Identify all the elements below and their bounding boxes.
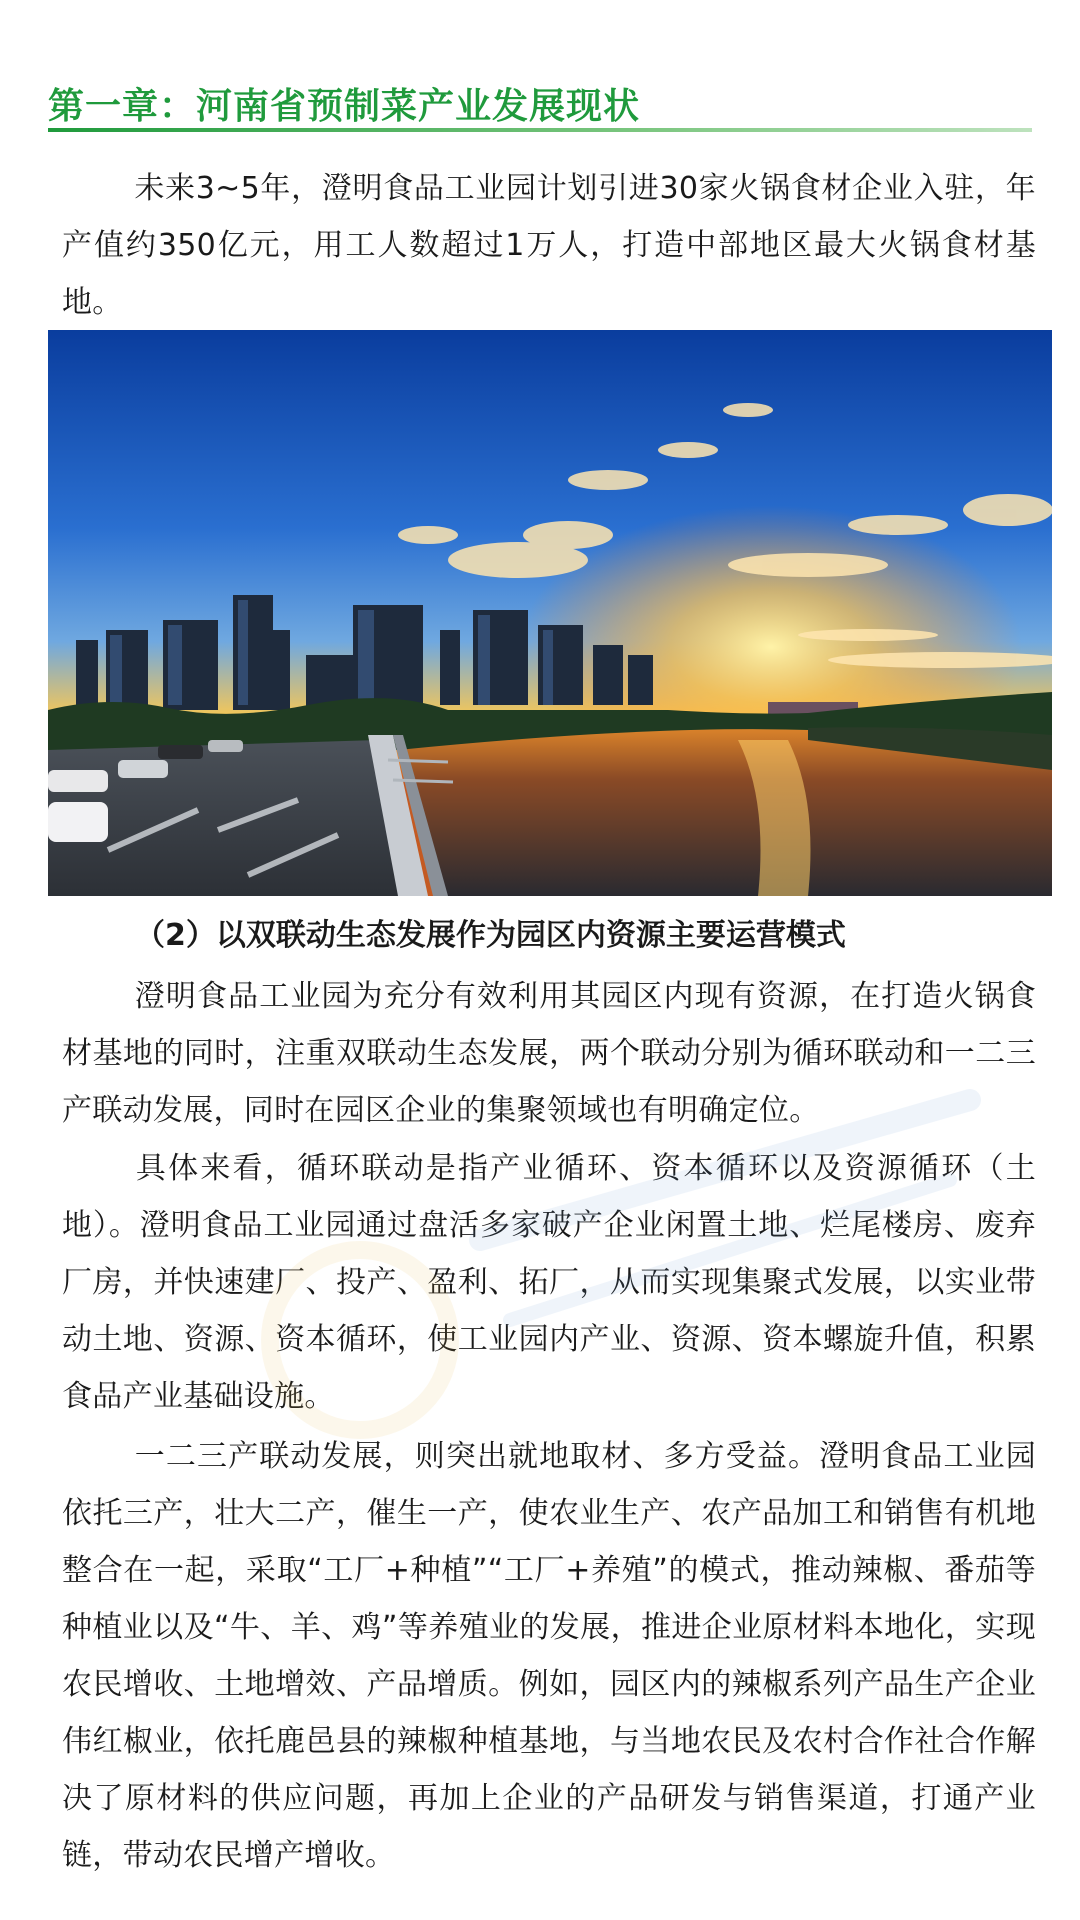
title-divider <box>48 128 1032 132</box>
paragraph-1-text: 未来3~5年，澄明食品工业园计划引进30家火锅食材企业入驻，年产值约350亿元，用工人数超过1万人，打造中部地区最大火锅食材基地。 <box>62 171 1036 320</box>
paragraph-2 <box>62 968 1036 1139</box>
paragraph-3-text: 具体来看，循环联动是指产业循环、资本循环以及资源循环（土地）。澄明食品工业园通过盘活多家破产企业闲置土地、烂尾楼房、废弃厂房，并快速建厂、投产、盈利、拓厂，从而实现集聚式发展，以实业带动土地、资源、资本循环，使工业园内产业、资源、资本螺旋升值，积累食品产业基础设施。 <box>62 1151 1036 1414</box>
city-river-sunset-photo <box>48 330 1052 896</box>
chapter-title: 第一章：河南省预制菜产业发展现状 <box>48 86 641 127</box>
section-subheading: （2）以双联动生态发展作为园区内资源主要运营模式 <box>135 918 846 953</box>
paragraph-4 <box>62 1428 1036 1884</box>
paragraph-1 <box>62 160 1036 331</box>
paragraph-3 <box>62 1140 1036 1425</box>
paragraph-2-text: 澄明食品工业园为充分有效利用其园区内现有资源，在打造火锅食材基地的同时，注重双联动生态发展，两个联动分别为循环联动和一二三产联动发展，同时在园区企业的集聚领域也有明确定位。 <box>62 979 1036 1128</box>
paragraph-4-text: 一二三产联动发展，则突出就地取材、多方受益。澄明食品工业园依托三产，壮大二产，催生一产，使农业生产、农产品加工和销售有机地整合在一起，采取“工厂+种植”“工厂+养殖”的模式，推动辣椒、番茄等种植业以及“牛、羊、鸡”等养殖业的发展，推进企业原材料本地化，实现农民增收、土地增效、产品增质。例如，园区内的辣椒系列产品生产企业伟红椒业，依托鹿邑县的辣椒种植基地，与当地农民及农村合作社合作解决了原材料的供应问题，再加上企业的产品研发与销售渠道，打通产业链，带动农民增产增收。 <box>62 1439 1036 1873</box>
